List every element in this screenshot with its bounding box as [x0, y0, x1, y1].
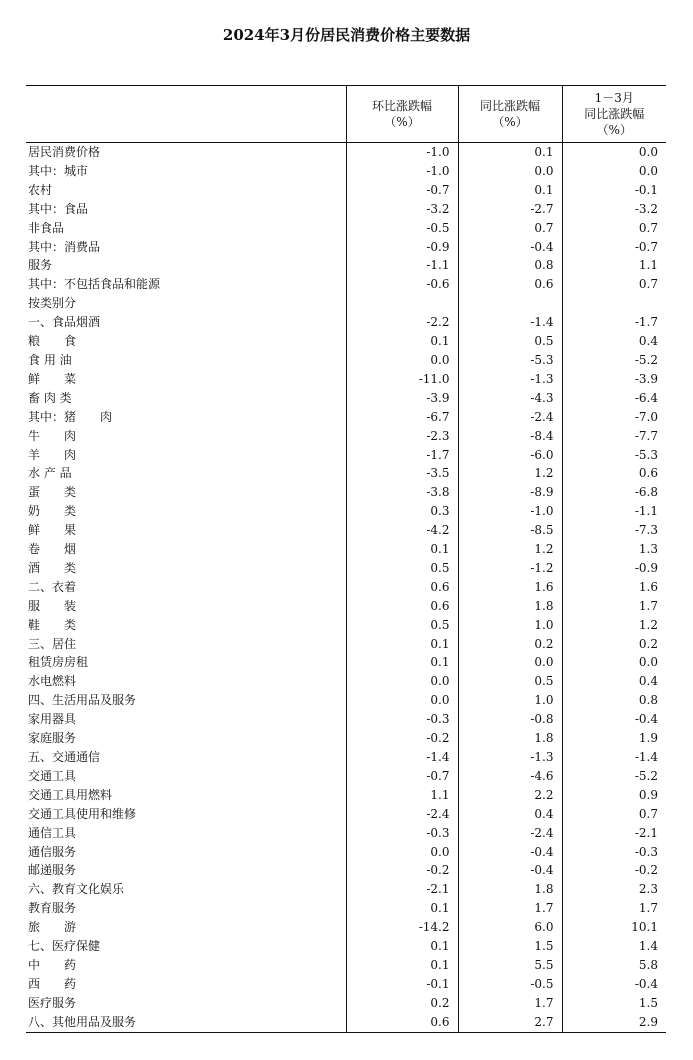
cell-month-on-month: 0.1 [346, 899, 458, 918]
row-label: 鞋 类 [28, 617, 77, 632]
cell-month-on-month: 0.1 [346, 332, 458, 351]
header-line: （%） [384, 115, 420, 129]
cell-year-on-year: -8.5 [458, 521, 562, 540]
row-label: 奶 类 [28, 504, 77, 519]
cell-year-to-date: -0.7 [562, 238, 666, 257]
table-row [26, 975, 666, 994]
table-row [26, 143, 666, 162]
table-row [26, 162, 666, 181]
row-label: 牛 肉 [28, 428, 77, 443]
cell-year-on-year: 0.0 [458, 653, 562, 672]
row-label: 粮 食 [28, 334, 77, 349]
cell-year-on-year: 1.5 [458, 937, 562, 956]
cell-year-to-date: 1.7 [562, 597, 666, 616]
cell-month-on-month [346, 294, 458, 313]
cell-year-on-year: 1.7 [458, 899, 562, 918]
cell-year-to-date: 0.0 [562, 162, 666, 181]
cell-month-on-month: -0.2 [346, 861, 458, 880]
cell-month-on-month: 0.0 [346, 351, 458, 370]
row-label: 卷 烟 [28, 542, 77, 557]
cell-year-on-year: 2.2 [458, 786, 562, 805]
table-row [26, 427, 666, 446]
cell-year-on-year: -0.4 [458, 238, 562, 257]
table-row [26, 880, 666, 899]
cell-month-on-month: 0.1 [346, 540, 458, 559]
cell-year-on-year: -8.4 [458, 427, 562, 446]
cell-year-to-date: 1.1 [562, 256, 666, 275]
cell-year-to-date: -5.2 [562, 351, 666, 370]
table-row [26, 767, 666, 786]
header-line: （%） [596, 123, 632, 137]
cell-year-on-year: -4.6 [458, 767, 562, 786]
cell-year-on-year: 0.0 [458, 162, 562, 181]
cell-year-to-date: 0.7 [562, 805, 666, 824]
cell-month-on-month: -1.4 [346, 748, 458, 767]
cell-year-on-year: -0.8 [458, 710, 562, 729]
cell-year-on-year: 0.6 [458, 275, 562, 294]
cell-month-on-month: 0.6 [346, 578, 458, 597]
cell-year-to-date: 0.0 [562, 653, 666, 672]
cell-month-on-month: -2.3 [346, 427, 458, 446]
cell-month-on-month: 0.5 [346, 559, 458, 578]
cell-year-to-date: -3.2 [562, 200, 666, 219]
cell-year-to-date: -3.9 [562, 370, 666, 389]
cell-year-on-year: -2.7 [458, 200, 562, 219]
cell-year-to-date: -7.3 [562, 521, 666, 540]
cell-month-on-month: 0.5 [346, 616, 458, 635]
row-label: 家庭服务 [28, 731, 77, 746]
cell-year-to-date: -7.0 [562, 408, 666, 427]
cell-year-to-date: -2.1 [562, 824, 666, 843]
cell-year-to-date: -0.1 [562, 181, 666, 200]
row-label: 通信工具 [28, 825, 77, 840]
cell-year-on-year: 1.0 [458, 616, 562, 635]
row-label: 其中：消费品 [28, 239, 101, 254]
row-label: 酒 类 [28, 560, 77, 575]
table-row [26, 899, 666, 918]
cell-month-on-month: -0.3 [346, 824, 458, 843]
table-row [26, 672, 666, 691]
cell-year-to-date: 2.3 [562, 880, 666, 899]
cell-month-on-month: -0.7 [346, 181, 458, 200]
cell-year-on-year: -8.9 [458, 483, 562, 502]
cell-year-on-year: 5.5 [458, 956, 562, 975]
cell-year-on-year: 0.5 [458, 672, 562, 691]
table-row [26, 597, 666, 616]
row-label: 八、其他用品及服务 [26, 1013, 346, 1032]
table-row [26, 843, 666, 862]
cell-month-on-month: -0.6 [346, 275, 458, 294]
row-label: 交通工具用燃料 [28, 787, 113, 802]
cpi-data-table [26, 85, 666, 1033]
cell-year-on-year: -0.4 [458, 843, 562, 862]
cell-year-to-date: 0.7 [562, 275, 666, 294]
row-label: 居民消费价格 [28, 145, 101, 159]
row-label: 通信服务 [28, 844, 77, 859]
row-label: 其中：食品 [28, 201, 89, 216]
header-line: （%） [492, 115, 528, 129]
cell-year-to-date: 2.9 [562, 1013, 666, 1032]
cell-month-on-month: -2.2 [346, 313, 458, 332]
cell-year-on-year: -1.0 [458, 502, 562, 521]
row-label: 教育服务 [28, 901, 77, 916]
cell-month-on-month: 0.1 [346, 653, 458, 672]
cell-year-to-date: 0.8 [562, 691, 666, 710]
cell-year-on-year: 0.2 [458, 635, 562, 654]
cell-year-on-year: 1.0 [458, 691, 562, 710]
cell-year-on-year: -6.0 [458, 446, 562, 465]
cell-year-to-date: -6.8 [562, 483, 666, 502]
header-year-to-date [562, 86, 666, 143]
cell-month-on-month: 0.1 [346, 937, 458, 956]
cell-month-on-month: 0.6 [346, 597, 458, 616]
cell-month-on-month: 0.0 [346, 691, 458, 710]
cell-year-on-year: -0.4 [458, 861, 562, 880]
table-row [26, 710, 666, 729]
header-line: 同比涨跌幅 [479, 99, 540, 113]
cell-month-on-month: -1.7 [346, 446, 458, 465]
row-label: 鲜 果 [28, 523, 77, 538]
row-label: 二、衣着 [28, 579, 77, 594]
row-label: 医疗服务 [28, 995, 77, 1010]
table-row [26, 616, 666, 635]
cell-year-to-date: 1.7 [562, 899, 666, 918]
row-label: 按类别分 [28, 296, 77, 311]
cell-year-to-date: -0.9 [562, 559, 666, 578]
header-item-name [26, 86, 346, 143]
cell-month-on-month: -0.9 [346, 238, 458, 257]
cell-month-on-month: 0.3 [346, 502, 458, 521]
row-label: 家用器具 [28, 712, 77, 727]
row-label: 畜 肉 类 [28, 390, 72, 405]
table-header [26, 86, 666, 143]
cell-month-on-month: -6.7 [346, 408, 458, 427]
table-row [26, 937, 666, 956]
cell-year-to-date: -1.7 [562, 313, 666, 332]
cell-month-on-month: 0.1 [346, 956, 458, 975]
row-label: 五、交通通信 [28, 750, 101, 764]
table-row [26, 994, 666, 1013]
cell-year-to-date: -0.3 [562, 843, 666, 862]
table-row [26, 824, 666, 843]
cell-month-on-month: -0.3 [346, 710, 458, 729]
cell-year-on-year: 0.4 [458, 805, 562, 824]
table-row [26, 370, 666, 389]
cell-year-to-date: 0.6 [562, 464, 666, 483]
table-row [26, 483, 666, 502]
table-row [26, 521, 666, 540]
table-row [26, 446, 666, 465]
row-label: 一、食品烟酒 [28, 315, 101, 330]
cell-month-on-month: -0.5 [346, 219, 458, 238]
cell-year-to-date: -5.2 [562, 767, 666, 786]
table-row [26, 786, 666, 805]
row-label: 四、生活用品及服务 [28, 693, 137, 708]
cell-month-on-month: -2.4 [346, 805, 458, 824]
cell-year-to-date: 0.0 [562, 143, 666, 162]
cell-month-on-month: -2.1 [346, 880, 458, 899]
cell-year-on-year: -1.3 [458, 748, 562, 767]
cell-year-on-year: -1.2 [458, 559, 562, 578]
table-row [26, 653, 666, 672]
row-label: 农村 [28, 182, 53, 197]
cell-year-on-year: 0.1 [458, 181, 562, 200]
cell-year-on-year: 1.6 [458, 578, 562, 597]
cell-month-on-month: -11.0 [346, 370, 458, 389]
table-row [26, 956, 666, 975]
table-row [26, 540, 666, 559]
row-label: 租赁房房租 [28, 655, 89, 670]
row-label: 七、医疗保健 [28, 939, 101, 954]
cell-year-to-date: -6.4 [562, 389, 666, 408]
cell-year-to-date: -0.2 [562, 861, 666, 880]
cell-month-on-month: 0.1 [346, 635, 458, 654]
table-row [26, 181, 666, 200]
cell-year-to-date: 0.7 [562, 219, 666, 238]
table-row [26, 389, 666, 408]
cell-month-on-month: -4.2 [346, 521, 458, 540]
row-label: 六、教育文化娱乐 [28, 882, 125, 897]
cell-year-on-year: 1.8 [458, 729, 562, 748]
table-row [26, 294, 666, 313]
header-row [26, 86, 666, 143]
cell-month-on-month: -0.1 [346, 975, 458, 994]
row-label: 旅 游 [28, 920, 77, 935]
table-row [26, 861, 666, 880]
page-title: 2024年3月份居民消费价格主要数据 [222, 26, 471, 44]
cell-month-on-month: 0.2 [346, 994, 458, 1013]
cell-year-to-date: 1.2 [562, 616, 666, 635]
cell-month-on-month: -1.0 [346, 143, 458, 162]
cell-year-to-date: -1.4 [562, 748, 666, 767]
cell-year-to-date: 1.9 [562, 729, 666, 748]
cell-month-on-month: -14.2 [346, 918, 458, 937]
row-label: 其中：不包括食品和能源 [28, 277, 161, 292]
cell-month-on-month: 1.1 [346, 786, 458, 805]
row-label: 鲜 菜 [28, 371, 77, 386]
row-label: 非食品 [28, 220, 65, 235]
cell-year-to-date: -0.4 [562, 710, 666, 729]
cell-month-on-month: 0.0 [346, 843, 458, 862]
cell-year-to-date: -0.4 [562, 975, 666, 994]
cell-year-to-date: 5.8 [562, 956, 666, 975]
table-row [26, 502, 666, 521]
row-label: 食 用 油 [28, 352, 72, 367]
cell-year-to-date: -7.7 [562, 427, 666, 446]
row-label: 水 产 品 [28, 466, 72, 481]
cell-year-on-year: 0.5 [458, 332, 562, 351]
cell-year-on-year: 0.8 [458, 256, 562, 275]
cell-year-on-year: -4.3 [458, 389, 562, 408]
cell-year-to-date: 0.9 [562, 786, 666, 805]
header-year-on-year [458, 86, 562, 143]
table-row [26, 691, 666, 710]
cell-year-on-year: -1.3 [458, 370, 562, 389]
cell-year-on-year: -0.5 [458, 975, 562, 994]
table-row [26, 313, 666, 332]
cell-year-on-year [458, 294, 562, 313]
row-label: 其中：猪 肉 [28, 409, 113, 424]
row-label: 蛋 类 [28, 485, 77, 500]
row-label: 西 药 [28, 976, 77, 991]
cell-year-on-year: 0.7 [458, 219, 562, 238]
row-label: 羊 肉 [28, 447, 77, 462]
cell-year-to-date: 0.2 [562, 635, 666, 654]
table-row [26, 1013, 666, 1032]
table-row [26, 351, 666, 370]
cell-year-to-date: 1.5 [562, 994, 666, 1013]
cell-month-on-month: -3.8 [346, 483, 458, 502]
cell-year-on-year: 1.7 [458, 994, 562, 1013]
cell-year-on-year: 1.8 [458, 880, 562, 899]
row-label: 服 装 [28, 598, 77, 613]
row-label: 水电燃料 [28, 674, 77, 689]
cell-year-on-year: -5.3 [458, 351, 562, 370]
cell-year-on-year: 1.8 [458, 597, 562, 616]
table-row [26, 464, 666, 483]
cell-month-on-month: -3.2 [346, 200, 458, 219]
table-row [26, 748, 666, 767]
cell-year-on-year: -1.4 [458, 313, 562, 332]
cell-year-on-year: 6.0 [458, 918, 562, 937]
table-row [26, 805, 666, 824]
table-row [26, 408, 666, 427]
table-row [26, 275, 666, 294]
cell-year-to-date: 1.6 [562, 578, 666, 597]
cell-year-to-date: 0.4 [562, 332, 666, 351]
row-label: 其中：城市 [28, 163, 89, 178]
cell-year-to-date: 1.3 [562, 540, 666, 559]
cell-year-on-year: 2.7 [458, 1013, 562, 1032]
table-row [26, 578, 666, 597]
cell-month-on-month: -3.5 [346, 464, 458, 483]
header-line: 同比涨跌幅 [584, 107, 645, 121]
cell-month-on-month: -1.0 [346, 162, 458, 181]
table-row [26, 729, 666, 748]
header-line: 环比涨跌幅 [371, 99, 432, 113]
cell-year-on-year: 1.2 [458, 464, 562, 483]
table-row [26, 219, 666, 238]
cell-year-to-date: -5.3 [562, 446, 666, 465]
table-row [26, 256, 666, 275]
table-row [26, 918, 666, 937]
cell-month-on-month: 0.0 [346, 672, 458, 691]
cell-year-on-year: 0.1 [458, 143, 562, 162]
cell-month-on-month: 0.6 [346, 1013, 458, 1032]
header-month-on-month [346, 86, 458, 143]
cell-year-to-date: 0.4 [562, 672, 666, 691]
row-label: 邮递服务 [28, 863, 77, 878]
cell-year-to-date: -1.1 [562, 502, 666, 521]
table-row [26, 635, 666, 654]
row-label: 中 药 [28, 957, 77, 972]
row-label: 交通工具 [28, 768, 77, 783]
cell-year-to-date: 1.4 [562, 937, 666, 956]
cell-year-to-date [562, 294, 666, 313]
table-row [26, 332, 666, 351]
table-row [26, 200, 666, 219]
table-row [26, 559, 666, 578]
cell-year-to-date: 10.1 [562, 918, 666, 937]
cell-month-on-month: -0.7 [346, 767, 458, 786]
header-line: 1－3月 [594, 91, 634, 105]
cell-month-on-month: -1.1 [346, 256, 458, 275]
row-label: 交通工具使用和维修 [28, 806, 137, 821]
cell-year-on-year: -2.4 [458, 824, 562, 843]
cell-year-on-year: 1.2 [458, 540, 562, 559]
table-body [26, 143, 666, 1033]
row-label: 服务 [28, 258, 53, 273]
cell-month-on-month: -0.2 [346, 729, 458, 748]
table-row [26, 238, 666, 257]
cell-month-on-month: -3.9 [346, 389, 458, 408]
cell-year-on-year: -2.4 [458, 408, 562, 427]
row-label: 三、居住 [28, 636, 77, 651]
